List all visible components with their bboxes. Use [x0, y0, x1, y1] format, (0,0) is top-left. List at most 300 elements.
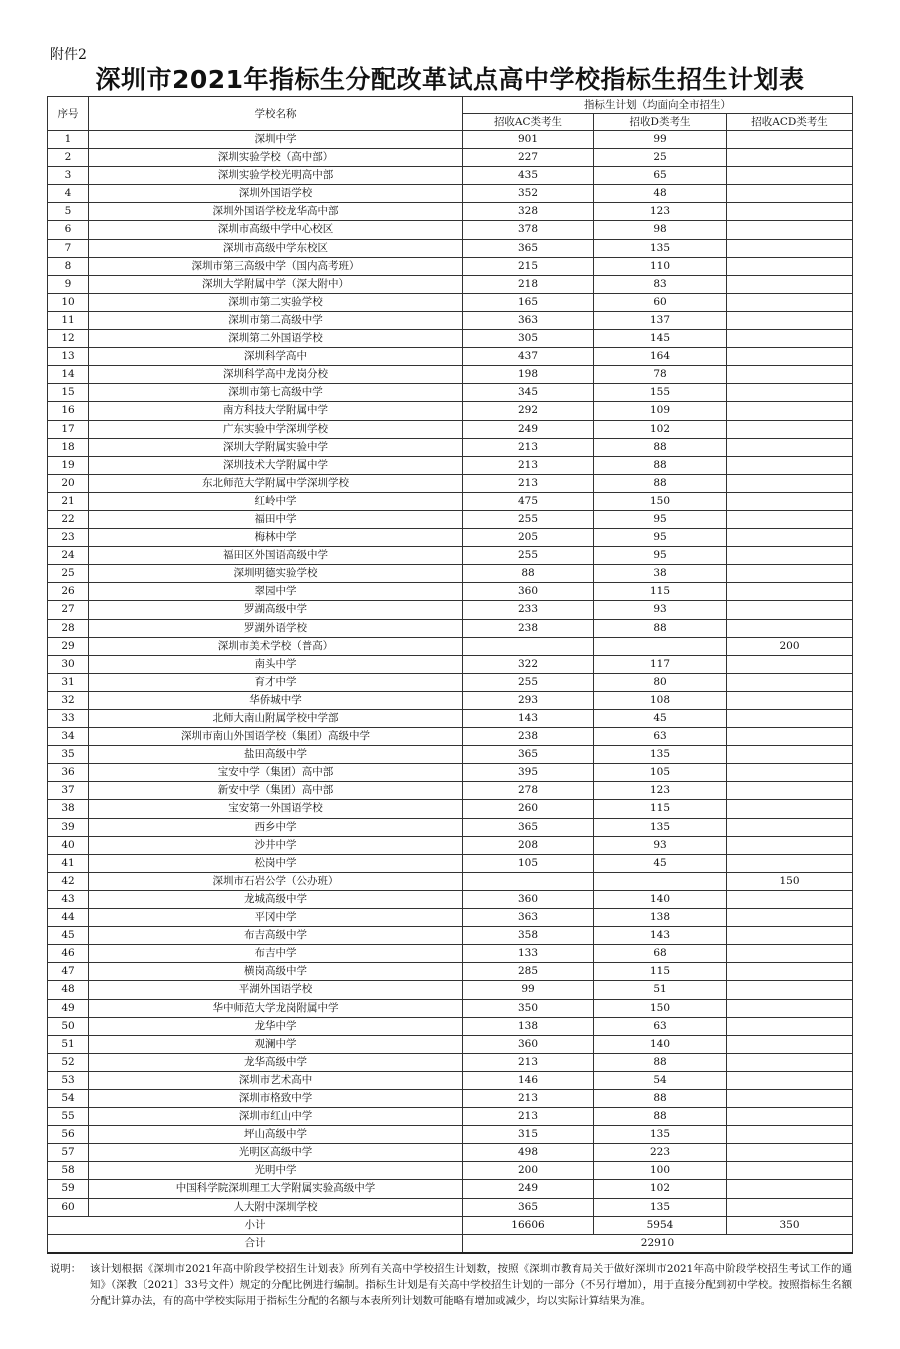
row-ac: 208	[463, 836, 594, 854]
row-d: 155	[594, 384, 727, 402]
row-school-name: 宝安第一外国语学校	[89, 800, 463, 818]
row-d: 135	[594, 239, 727, 257]
row-school-name: 福田区外国语高级中学	[89, 547, 463, 565]
row-d: 150	[594, 999, 727, 1017]
row-school-name: 深圳科学高中龙岗分校	[89, 366, 463, 384]
table-row	[48, 601, 853, 619]
row-school-name: 深圳大学附属中学（深大附中）	[89, 275, 463, 293]
row-acd	[727, 655, 853, 673]
row-d: 88	[594, 1108, 727, 1126]
row-ac: 105	[463, 854, 594, 872]
row-acd	[727, 710, 853, 728]
row-d: 93	[594, 836, 727, 854]
row-index: 24	[48, 547, 89, 565]
row-school-name: 松岗中学	[89, 854, 463, 872]
row-index: 33	[48, 710, 89, 728]
subtotal-d: 5954	[594, 1216, 727, 1234]
row-ac: 255	[463, 547, 594, 565]
row-d: 137	[594, 311, 727, 329]
row-school-name: 沙井中学	[89, 836, 463, 854]
row-acd	[727, 836, 853, 854]
row-school-name: 平冈中学	[89, 909, 463, 927]
table-row	[48, 909, 853, 927]
row-d: 109	[594, 402, 727, 420]
row-ac: 395	[463, 764, 594, 782]
row-school-name: 平湖外国语学校	[89, 981, 463, 999]
row-acd	[727, 330, 853, 348]
row-d: 223	[594, 1144, 727, 1162]
table-row	[48, 782, 853, 800]
subtotal-label: 小计	[48, 1216, 463, 1234]
row-acd	[727, 239, 853, 257]
row-school-name: 光明中学	[89, 1162, 463, 1180]
row-ac: 378	[463, 221, 594, 239]
row-index: 31	[48, 673, 89, 691]
row-ac: 146	[463, 1071, 594, 1089]
row-d: 123	[594, 782, 727, 800]
row-index: 21	[48, 492, 89, 510]
table-row	[48, 1108, 853, 1126]
row-d	[594, 872, 727, 890]
row-acd	[727, 474, 853, 492]
row-d: 145	[594, 330, 727, 348]
row-school-name: 福田中学	[89, 510, 463, 528]
row-school-name: 人大附中深圳学校	[89, 1198, 463, 1216]
row-acd	[727, 1162, 853, 1180]
table-row	[48, 1162, 853, 1180]
row-acd	[727, 945, 853, 963]
row-d: 25	[594, 149, 727, 167]
row-index: 3	[48, 167, 89, 185]
row-school-name: 深圳市第三高级中学（国内高考班）	[89, 257, 463, 275]
row-ac: 363	[463, 311, 594, 329]
row-ac: 328	[463, 203, 594, 221]
row-ac: 238	[463, 619, 594, 637]
table-row	[48, 221, 853, 239]
table-row	[48, 293, 853, 311]
row-d: 110	[594, 257, 727, 275]
row-d: 115	[594, 800, 727, 818]
row-school-name: 深圳市南山外国语学校（集团）高级中学	[89, 728, 463, 746]
row-index: 52	[48, 1053, 89, 1071]
table-row	[48, 655, 853, 673]
table-row	[48, 1089, 853, 1107]
row-index: 57	[48, 1144, 89, 1162]
row-school-name: 广东实验中学深圳学校	[89, 420, 463, 438]
subtotal-row	[48, 1216, 853, 1234]
document-title: 深圳市2021年指标生分配改革试点高中学校指标生招生计划表	[95, 65, 805, 94]
table-row	[48, 185, 853, 203]
row-ac: 215	[463, 257, 594, 275]
row-ac: 292	[463, 402, 594, 420]
table-row	[48, 1071, 853, 1089]
row-index: 42	[48, 872, 89, 890]
row-index: 32	[48, 691, 89, 709]
table-row	[48, 583, 853, 601]
row-school-name: 新安中学（集团）高中部	[89, 782, 463, 800]
header-row-top	[48, 97, 853, 114]
row-school-name: 横岗高级中学	[89, 963, 463, 981]
row-acd	[727, 909, 853, 927]
row-ac: 305	[463, 330, 594, 348]
row-school-name: 深圳市第二实验学校	[89, 293, 463, 311]
row-ac: 200	[463, 1162, 594, 1180]
table-row	[48, 203, 853, 221]
table-row	[48, 384, 853, 402]
row-acd	[727, 565, 853, 583]
table-row	[48, 1126, 853, 1144]
row-index: 38	[48, 800, 89, 818]
row-acd	[727, 1108, 853, 1126]
row-d: 135	[594, 746, 727, 764]
row-ac: 249	[463, 1180, 594, 1198]
row-acd	[727, 366, 853, 384]
header-ac: 招收AC类考生	[463, 114, 594, 131]
row-acd	[727, 131, 853, 149]
row-index: 18	[48, 438, 89, 456]
row-ac: 205	[463, 529, 594, 547]
row-d: 88	[594, 438, 727, 456]
row-index: 60	[48, 1198, 89, 1216]
row-school-name: 育才中学	[89, 673, 463, 691]
row-ac: 437	[463, 348, 594, 366]
row-acd	[727, 927, 853, 945]
table-row	[48, 167, 853, 185]
row-ac: 213	[463, 474, 594, 492]
header-school-name: 学校名称	[89, 97, 463, 131]
row-acd	[727, 492, 853, 510]
table-row	[48, 890, 853, 908]
row-school-name: 坪山高级中学	[89, 1126, 463, 1144]
table-row	[48, 348, 853, 366]
row-ac: 198	[463, 366, 594, 384]
row-index: 5	[48, 203, 89, 221]
header-index: 序号	[48, 97, 89, 131]
row-acd	[727, 203, 853, 221]
row-index: 23	[48, 529, 89, 547]
table-row	[48, 1144, 853, 1162]
row-index: 44	[48, 909, 89, 927]
row-acd	[727, 601, 853, 619]
table-row	[48, 999, 853, 1017]
row-acd	[727, 293, 853, 311]
row-d: 123	[594, 203, 727, 221]
row-acd: 200	[727, 637, 853, 655]
row-ac: 345	[463, 384, 594, 402]
row-school-name: 深圳市艺术高中	[89, 1071, 463, 1089]
row-ac: 498	[463, 1144, 594, 1162]
row-ac: 218	[463, 275, 594, 293]
row-acd	[727, 185, 853, 203]
row-school-name: 深圳市石岩公学（公办班）	[89, 872, 463, 890]
row-ac: 901	[463, 131, 594, 149]
header-d: 招收D类考生	[594, 114, 727, 131]
table-row	[48, 836, 853, 854]
row-index: 9	[48, 275, 89, 293]
table-row	[48, 872, 853, 890]
footnote-label: 说明：	[50, 1263, 82, 1275]
table-row	[48, 800, 853, 818]
row-school-name: 光明区高级中学	[89, 1144, 463, 1162]
row-index: 30	[48, 655, 89, 673]
row-acd	[727, 890, 853, 908]
subtotal-acd: 350	[727, 1216, 853, 1234]
row-index: 36	[48, 764, 89, 782]
row-index: 35	[48, 746, 89, 764]
row-ac: 352	[463, 185, 594, 203]
row-d: 63	[594, 1017, 727, 1035]
row-d: 99	[594, 131, 727, 149]
total-row	[48, 1234, 853, 1253]
row-d: 140	[594, 890, 727, 908]
row-acd	[727, 764, 853, 782]
row-index: 12	[48, 330, 89, 348]
row-d: 150	[594, 492, 727, 510]
row-acd	[727, 257, 853, 275]
row-index: 6	[48, 221, 89, 239]
row-school-name: 西乡中学	[89, 818, 463, 836]
row-d: 95	[594, 510, 727, 528]
row-school-name: 龙城高级中学	[89, 890, 463, 908]
table-row	[48, 764, 853, 782]
row-school-name: 华侨城中学	[89, 691, 463, 709]
table-row	[48, 529, 853, 547]
row-ac	[463, 637, 594, 655]
row-index: 37	[48, 782, 89, 800]
row-acd	[727, 1180, 853, 1198]
row-acd	[727, 384, 853, 402]
row-acd	[727, 1144, 853, 1162]
row-ac: 475	[463, 492, 594, 510]
row-school-name: 深圳市第二高级中学	[89, 311, 463, 329]
row-acd	[727, 529, 853, 547]
row-acd	[727, 691, 853, 709]
row-index: 54	[48, 1089, 89, 1107]
row-school-name: 深圳市高级中学东校区	[89, 239, 463, 257]
row-index: 49	[48, 999, 89, 1017]
row-index: 14	[48, 366, 89, 384]
row-school-name: 深圳市格致中学	[89, 1089, 463, 1107]
row-ac: 227	[463, 149, 594, 167]
row-ac: 88	[463, 565, 594, 583]
row-acd: 150	[727, 872, 853, 890]
row-index: 19	[48, 456, 89, 474]
row-school-name: 深圳外国语学校	[89, 185, 463, 203]
row-school-name: 北师大南山附属学校中学部	[89, 710, 463, 728]
row-school-name: 深圳明德实验学校	[89, 565, 463, 583]
row-ac: 365	[463, 746, 594, 764]
row-d: 135	[594, 1126, 727, 1144]
row-acd	[727, 728, 853, 746]
row-acd	[727, 619, 853, 637]
row-school-name: 布吉高级中学	[89, 927, 463, 945]
row-school-name: 龙华中学	[89, 1017, 463, 1035]
row-d: 83	[594, 275, 727, 293]
row-acd	[727, 782, 853, 800]
row-school-name: 红岭中学	[89, 492, 463, 510]
row-school-name: 罗湖外语学校	[89, 619, 463, 637]
row-index: 26	[48, 583, 89, 601]
table-row	[48, 963, 853, 981]
row-index: 48	[48, 981, 89, 999]
row-ac: 360	[463, 583, 594, 601]
row-d: 115	[594, 963, 727, 981]
row-ac	[463, 872, 594, 890]
row-school-name: 宝安中学（集团）高中部	[89, 764, 463, 782]
row-d: 108	[594, 691, 727, 709]
row-d: 51	[594, 981, 727, 999]
row-school-name: 布吉中学	[89, 945, 463, 963]
row-school-name: 深圳技术大学附属中学	[89, 456, 463, 474]
row-ac: 363	[463, 909, 594, 927]
row-d: 102	[594, 1180, 727, 1198]
table-row	[48, 438, 853, 456]
row-index: 34	[48, 728, 89, 746]
row-ac: 365	[463, 818, 594, 836]
row-acd	[727, 999, 853, 1017]
header-acd: 招收ACD类考生	[727, 114, 853, 131]
row-acd	[727, 221, 853, 239]
row-ac: 138	[463, 1017, 594, 1035]
row-ac: 435	[463, 167, 594, 185]
row-d: 93	[594, 601, 727, 619]
table-row	[48, 728, 853, 746]
table-row	[48, 1198, 853, 1216]
row-index: 22	[48, 510, 89, 528]
enrollment-plan-table	[47, 96, 853, 1254]
row-acd	[727, 438, 853, 456]
row-d: 63	[594, 728, 727, 746]
row-index: 39	[48, 818, 89, 836]
row-index: 27	[48, 601, 89, 619]
table-row	[48, 1035, 853, 1053]
subtotal-ac: 16606	[463, 1216, 594, 1234]
row-ac: 238	[463, 728, 594, 746]
table-row	[48, 275, 853, 293]
row-school-name: 东北师范大学附属中学深圳学校	[89, 474, 463, 492]
table-row	[48, 131, 853, 149]
row-acd	[727, 167, 853, 185]
row-ac: 260	[463, 800, 594, 818]
row-acd	[727, 1017, 853, 1035]
row-d: 60	[594, 293, 727, 311]
row-acd	[727, 547, 853, 565]
row-school-name: 深圳实验学校光明高中部	[89, 167, 463, 185]
row-d: 135	[594, 1198, 727, 1216]
row-index: 51	[48, 1035, 89, 1053]
row-d: 95	[594, 547, 727, 565]
table-row	[48, 981, 853, 999]
table-row	[48, 492, 853, 510]
row-school-name: 深圳市红山中学	[89, 1108, 463, 1126]
table-row	[48, 637, 853, 655]
row-d: 68	[594, 945, 727, 963]
table-row	[48, 420, 853, 438]
row-d: 45	[594, 854, 727, 872]
row-d: 88	[594, 456, 727, 474]
row-ac: 213	[463, 1108, 594, 1126]
table-row	[48, 746, 853, 764]
row-acd	[727, 818, 853, 836]
row-ac: 365	[463, 239, 594, 257]
row-ac: 350	[463, 999, 594, 1017]
row-school-name: 深圳大学附属实验中学	[89, 438, 463, 456]
row-index: 7	[48, 239, 89, 257]
table-row	[48, 927, 853, 945]
row-acd	[727, 456, 853, 474]
row-ac: 360	[463, 890, 594, 908]
table-row	[48, 366, 853, 384]
row-school-name: 罗湖高级中学	[89, 601, 463, 619]
row-index: 13	[48, 348, 89, 366]
row-acd	[727, 1198, 853, 1216]
table-row	[48, 149, 853, 167]
footnote	[50, 1261, 852, 1309]
row-acd	[727, 275, 853, 293]
table-row	[48, 1053, 853, 1071]
row-acd	[727, 311, 853, 329]
row-index: 43	[48, 890, 89, 908]
row-d: 88	[594, 1089, 727, 1107]
table-row	[48, 456, 853, 474]
row-school-name: 南头中学	[89, 655, 463, 673]
row-school-name: 深圳市第七高级中学	[89, 384, 463, 402]
row-d: 102	[594, 420, 727, 438]
row-ac: 213	[463, 1053, 594, 1071]
row-index: 8	[48, 257, 89, 275]
row-acd	[727, 1035, 853, 1053]
row-acd	[727, 963, 853, 981]
table-row	[48, 510, 853, 528]
row-ac: 249	[463, 420, 594, 438]
row-index: 15	[48, 384, 89, 402]
row-d: 48	[594, 185, 727, 203]
row-school-name: 南方科技大学附属中学	[89, 402, 463, 420]
row-ac: 213	[463, 1089, 594, 1107]
row-index: 29	[48, 637, 89, 655]
table-row	[48, 402, 853, 420]
table-row	[48, 239, 853, 257]
table-row	[48, 945, 853, 963]
table-row	[48, 710, 853, 728]
row-ac: 360	[463, 1035, 594, 1053]
row-school-name: 盐田高级中学	[89, 746, 463, 764]
row-index: 20	[48, 474, 89, 492]
row-school-name: 深圳科学高中	[89, 348, 463, 366]
table-row	[48, 818, 853, 836]
row-d: 88	[594, 619, 727, 637]
row-index: 1	[48, 131, 89, 149]
row-d: 138	[594, 909, 727, 927]
row-d: 140	[594, 1035, 727, 1053]
row-ac: 322	[463, 655, 594, 673]
row-d: 54	[594, 1071, 727, 1089]
row-d: 115	[594, 583, 727, 601]
row-index: 40	[48, 836, 89, 854]
row-acd	[727, 510, 853, 528]
row-index: 41	[48, 854, 89, 872]
row-d: 164	[594, 348, 727, 366]
row-d: 88	[594, 474, 727, 492]
header-plan-group: 指标生计划（均面向全市招生）	[463, 97, 853, 114]
row-ac: 143	[463, 710, 594, 728]
row-index: 47	[48, 963, 89, 981]
row-school-name: 翠园中学	[89, 583, 463, 601]
row-acd	[727, 1053, 853, 1071]
row-school-name: 梅林中学	[89, 529, 463, 547]
row-school-name: 深圳第二外国语学校	[89, 330, 463, 348]
row-school-name: 深圳市高级中学中心校区	[89, 221, 463, 239]
